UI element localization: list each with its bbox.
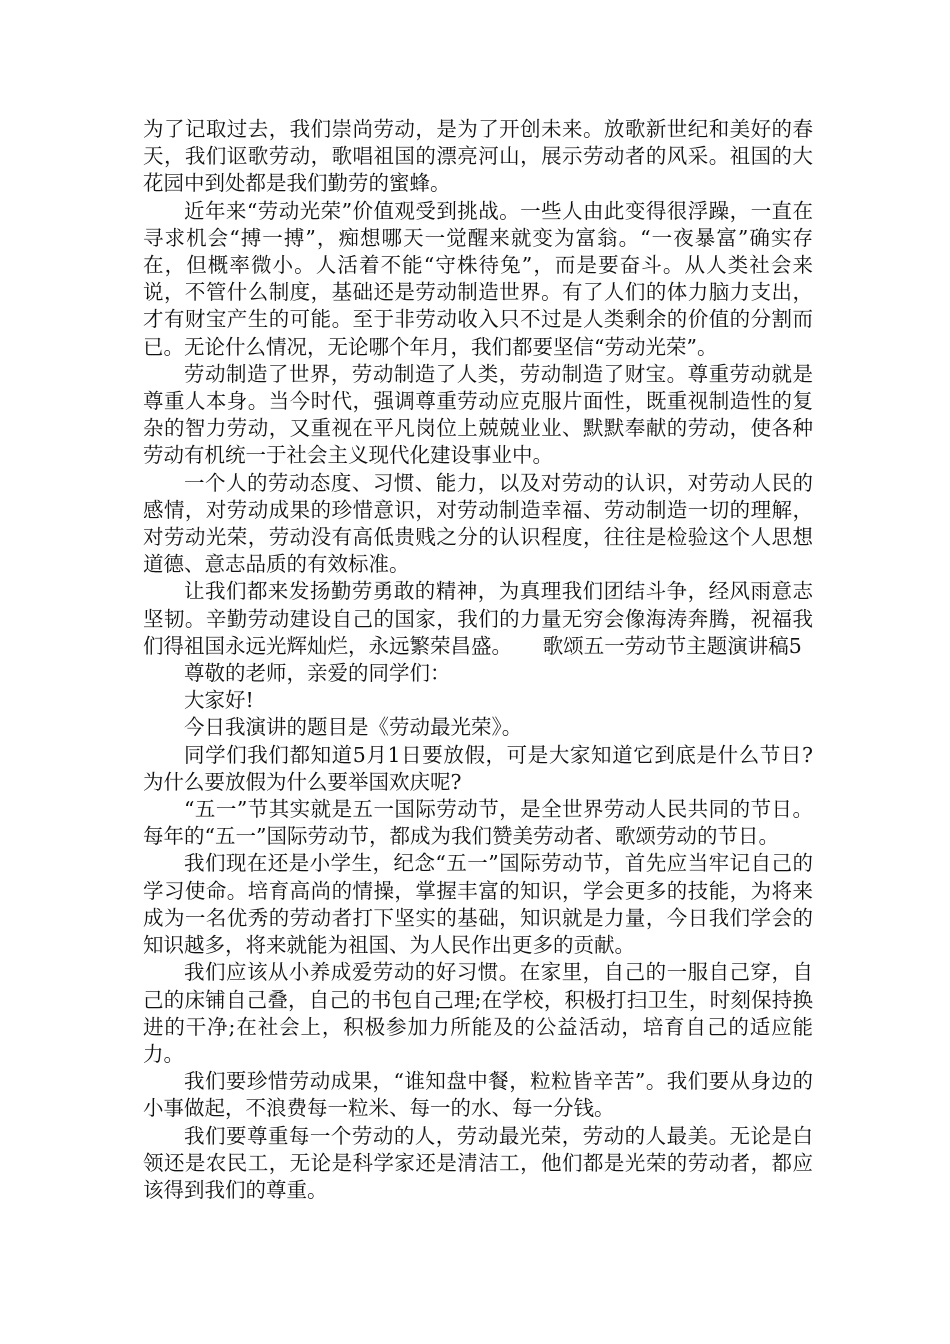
paragraph-9: 同学们我们都知道5月1日要放假，可是大家知道它到底是什么节日?为什么要放假为什么要举国欢庆呢? [143, 742, 813, 794]
paragraph-11: 我们现在还是小学生，纪念“五一”国际劳动节，首先应当牢记自己的学习使命。培育高尚的情操，掌握丰富的知识，学会更多的技能，为将来成为一名优秀的劳动者打下坚实的基础，知识就是力量，今日我们学会的知识越多，将来就能为祖国、为人民作出更多的贡献。 [143, 851, 813, 958]
paragraph-10: “五一”节其实就是五一国际劳动节，是全世界劳动人民共同的节日。每年的“五一”国际劳动节，都成为我们赞美劳动者、歌颂劳动的节日。 [143, 797, 813, 849]
paragraph-5: 让我们都来发扬勤劳勇敢的精神，为真理我们团结斗争，经风雨意志坚韧。辛勤劳动建设自己的国家，我们的力量无穷会像海涛奔腾，祝福我们得祖国永远光辉灿烂，永远繁荣昌盛。 歌颂五一劳动节主题演讲稿5 [143, 579, 813, 658]
greeting: 大家好! [184, 688, 254, 713]
paragraph-14: 我们要尊重每一个劳动的人，劳动最光荣，劳动的人最美。无论是白领还是农民工，无论是科学家还是清洁工，他们都是光荣的劳动者，都应该得到我们的尊重。 [143, 1123, 813, 1202]
paragraph-4: 一个人的劳动态度、习惯、能力，以及对劳动的认识，对劳动人民的感情，对劳动成果的珍惜意识，对劳动制造幸福、劳动制造一切的理解，对劳动光荣，劳动没有高低贵贱之分的认识程度，往往是检验这个人思想道德、意志品质的有效标准。 [143, 470, 813, 577]
paragraph-2: 近年来“劳动光荣”价值观受到挑战。一些人由此变得很浮躁，一直在寻求机会“搏一搏”，痴想哪天一觉醒来就变为富翁。“一夜暴富”确实存在，但概率微小。人活着不能“守株待兔”，而是要奋斗。从人类社会来说，不管什么制度，基础还是劳动制造世界。有了人们的体力脑力支出，才有财宝产生的可能。至于非劳动收入只不过是人类剩余的价值的分割而已。无论什么情况，无论哪个年月，我们都要坚信“劳动光荣”。 [143, 198, 813, 359]
paragraph-13: 我们要珍惜劳动成果，“谁知盘中餐，粒粒皆辛苦”。我们要从身边的小事做起，不浪费每一粒米、每一的水、每一分钱。 [143, 1069, 813, 1121]
speech-title-line: 今日我演讲的题目是《劳动最光荣》。 [184, 715, 523, 740]
paragraph-12: 我们应该从小养成爱劳动的好习惯。在家里，自己的一服自己穿，自己的床铺自己叠，自己的书包自己理;在学校，积极打扫卫生，时刻保持换进的干净;在社会上，积极参加力所能及的公益活动，培育自己的适应能力。 [143, 960, 813, 1066]
paragraph-1: 为了记取过去，我们崇尚劳动，是为了开创未来。放歌新世纪和美好的春天，我们讴歌劳动，歌唱祖国的漂亮河山，展示劳动者的风采。祖国的大花园中到处都是我们勤劳的蜜蜂。 [143, 117, 813, 196]
paragraph-3: 劳动制造了世界，劳动制造了人类，劳动制造了财宝。尊重劳动就是尊重人本身。当今时代，强调尊重劳动应克服片面性，既重视制造性的复杂的智力劳动，又重视在平凡岗位上兢兢业业、默默奉献的劳动，使各种劳动有机统一于社会主义现代化建设事业中。 [143, 361, 813, 468]
salutation: 尊敬的老师，亲爱的同学们： [184, 661, 451, 686]
document-body [143, 116, 813, 1204]
